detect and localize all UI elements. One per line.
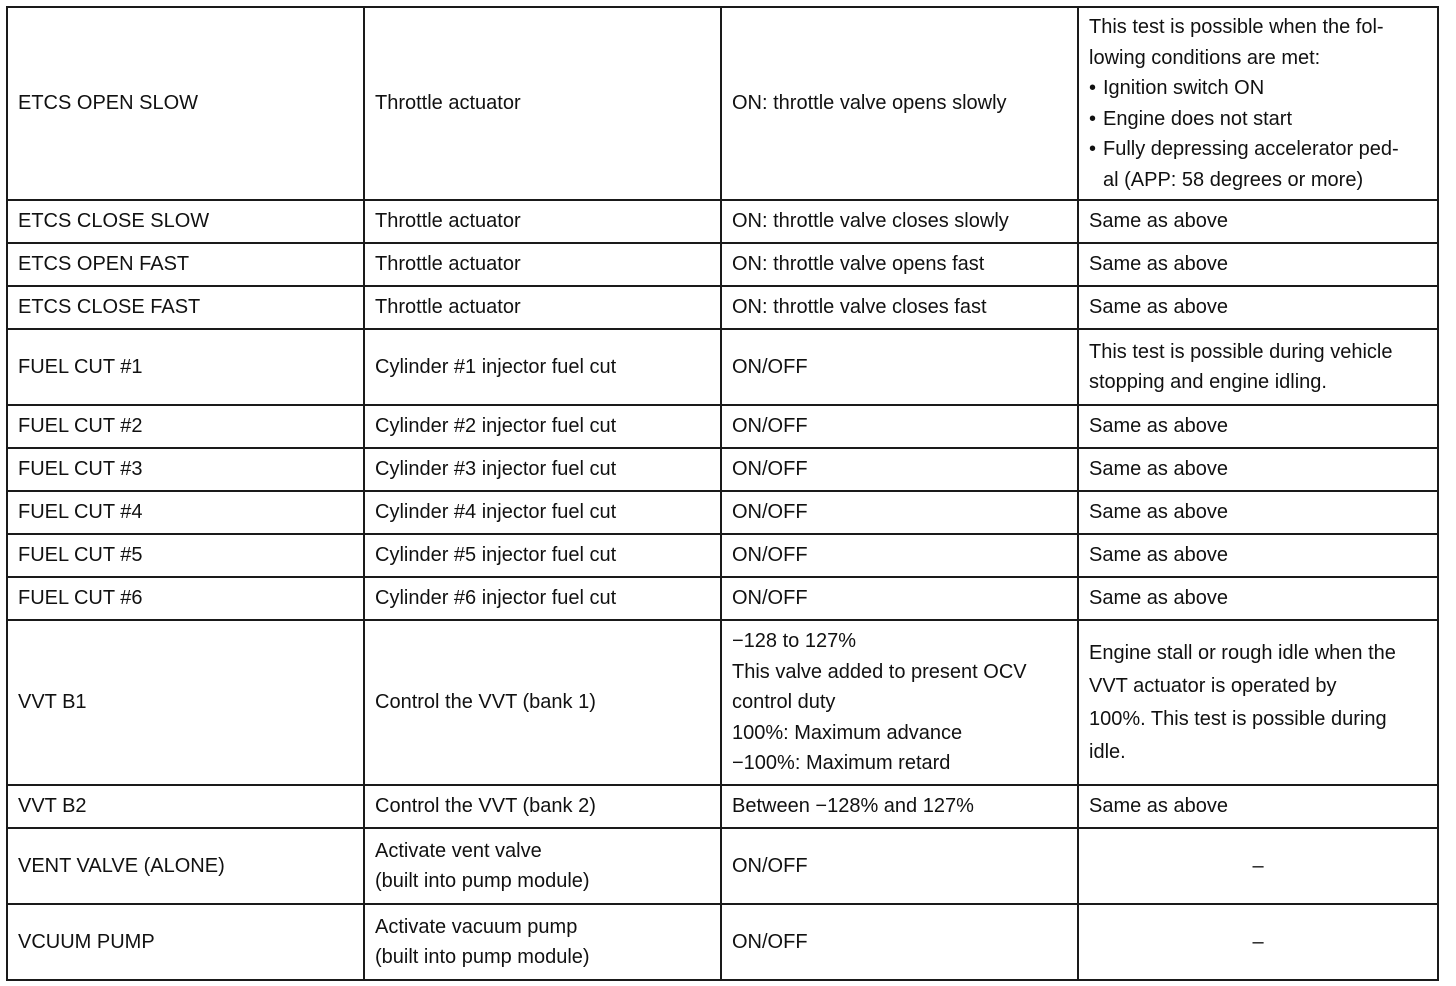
diagnostic-note-cell: Same as above — [1078, 243, 1438, 286]
target-cell: Cylinder #3 injector fuel cut — [364, 448, 721, 491]
test-name-cell: VVT B2 — [7, 785, 364, 828]
control-range-cell: ON/OFF — [721, 448, 1078, 491]
target-cell: Cylinder #2 injector fuel cut — [364, 405, 721, 448]
diagnostic-note-cell: Same as above — [1078, 448, 1438, 491]
control-line: −128 to 127% — [732, 630, 856, 653]
target-cell: Cylinder #5 injector fuel cut — [364, 534, 721, 577]
diagnostic-note-cell: Same as above — [1078, 534, 1438, 577]
note-line: lowing conditions are met: — [1089, 46, 1321, 69]
test-name-cell: FUEL CUT #3 — [7, 448, 364, 491]
target-cell: Cylinder #4 injector fuel cut — [364, 491, 721, 534]
test-name-cell: FUEL CUT #1 — [7, 329, 364, 405]
target-cell: Throttle actuator — [364, 243, 721, 286]
bullet-glyph: • — [1089, 77, 1097, 99]
note-bullet-continuation — [1089, 165, 1427, 196]
diagnostic-note-cell: Same as above — [1078, 577, 1438, 620]
control-range-cell: ON/OFF — [721, 405, 1078, 448]
control-range-cell: ON/OFF — [721, 534, 1078, 577]
target-cell — [364, 904, 721, 980]
note-line: Engine stall or rough idle when the — [1089, 641, 1396, 664]
note-line: stopping and engine idling. — [1089, 371, 1327, 393]
control-range-cell: ON/OFF — [721, 491, 1078, 534]
bullet-text: Fully depressing accelerator ped- — [1103, 138, 1399, 160]
bullet-text: Engine does not start — [1103, 107, 1293, 130]
bullet-text: Ignition switch ON — [1103, 77, 1265, 99]
control-line: This valve added to present OCV — [732, 660, 1027, 683]
target-cell: Throttle actuator — [364, 7, 721, 200]
table-row — [7, 243, 1438, 286]
target-cell — [364, 828, 721, 904]
test-name-cell: VENT VALVE (ALONE) — [7, 828, 364, 904]
test-name-cell: ETCS CLOSE FAST — [7, 286, 364, 329]
diagnostic-note-cell: Same as above — [1078, 405, 1438, 448]
table-row — [7, 329, 1438, 405]
diagnostic-note-cell: Same as above — [1078, 286, 1438, 329]
table-row — [7, 904, 1438, 980]
target-cell: Cylinder #6 injector fuel cut — [364, 577, 721, 620]
note-bullet-item — [1089, 134, 1427, 165]
table-row — [7, 448, 1438, 491]
diagnostic-note-cell: – — [1078, 904, 1438, 980]
diagnostic-note-cell: – — [1078, 828, 1438, 904]
target-cell: Control the VVT (bank 2) — [364, 785, 721, 828]
note-bullet-item — [1089, 73, 1427, 104]
diagnostic-note-cell: Same as above — [1078, 491, 1438, 534]
control-range-cell: ON/OFF — [721, 577, 1078, 620]
control-range-cell: ON/OFF — [721, 904, 1078, 980]
note-line: idle. — [1089, 740, 1126, 763]
bullet-text: al (APP: 58 degrees or more) — [1103, 168, 1364, 191]
control-line: −100%: Maximum retard — [732, 752, 951, 775]
bullet-glyph: • — [1089, 138, 1097, 160]
control-range-cell — [721, 620, 1078, 785]
diagnostic-note-cell: Same as above — [1078, 200, 1438, 243]
target-cell: Control the VVT (bank 1) — [364, 620, 721, 785]
diagnostic-note-cell — [1078, 329, 1438, 405]
test-name-cell: VVT B1 — [7, 620, 364, 785]
table-row — [7, 405, 1438, 448]
bullet-glyph: • — [1089, 107, 1097, 130]
table-row — [7, 577, 1438, 620]
note-line: VVT actuator is operated by — [1089, 674, 1337, 697]
control-line: 100%: Maximum advance — [732, 721, 963, 744]
target-line: Activate vacuum pump — [375, 915, 578, 938]
table-row — [7, 534, 1438, 577]
target-cell: Throttle actuator — [364, 200, 721, 243]
test-name-cell: FUEL CUT #4 — [7, 491, 364, 534]
control-range-cell: ON: throttle valve opens fast — [721, 243, 1078, 286]
diagnostic-note-cell — [1078, 620, 1438, 785]
target-cell: Cylinder #1 injector fuel cut — [364, 329, 721, 405]
control-range-cell: ON: throttle valve closes fast — [721, 286, 1078, 329]
target-line: (built into pump module) — [375, 946, 590, 968]
test-name-cell: FUEL CUT #6 — [7, 577, 364, 620]
diagnostic-note-cell — [1078, 7, 1438, 200]
table-row — [7, 7, 1438, 200]
table-row — [7, 828, 1438, 904]
table-row — [7, 620, 1438, 785]
control-range-cell: Between −128% and 127% — [721, 785, 1078, 828]
table-row — [7, 286, 1438, 329]
note-bullet-item — [1089, 104, 1427, 135]
table-row — [7, 785, 1438, 828]
table-row — [7, 200, 1438, 243]
test-name-cell: ETCS OPEN FAST — [7, 243, 364, 286]
active-test-table — [6, 6, 1439, 981]
test-name-cell: ETCS CLOSE SLOW — [7, 200, 364, 243]
test-name-cell: VCUUM PUMP — [7, 904, 364, 980]
control-range-cell: ON/OFF — [721, 329, 1078, 405]
control-range-cell: ON: throttle valve opens slowly — [721, 7, 1078, 200]
diagnostic-note-cell: Same as above — [1078, 785, 1438, 828]
test-name-cell: FUEL CUT #5 — [7, 534, 364, 577]
target-line: (built into pump module) — [375, 870, 590, 892]
control-range-cell: ON/OFF — [721, 828, 1078, 904]
note-line: This test is possible during vehicle — [1089, 340, 1393, 363]
target-line: Activate vent valve — [375, 839, 542, 862]
test-name-cell: ETCS OPEN SLOW — [7, 7, 364, 200]
table-row — [7, 491, 1438, 534]
note-line: 100%. This test is possible during — [1089, 707, 1387, 730]
control-range-cell: ON: throttle valve closes slowly — [721, 200, 1078, 243]
target-cell: Throttle actuator — [364, 286, 721, 329]
control-line: control duty — [732, 691, 836, 714]
test-name-cell: FUEL CUT #2 — [7, 405, 364, 448]
note-line: This test is possible when the fol- — [1089, 16, 1384, 38]
